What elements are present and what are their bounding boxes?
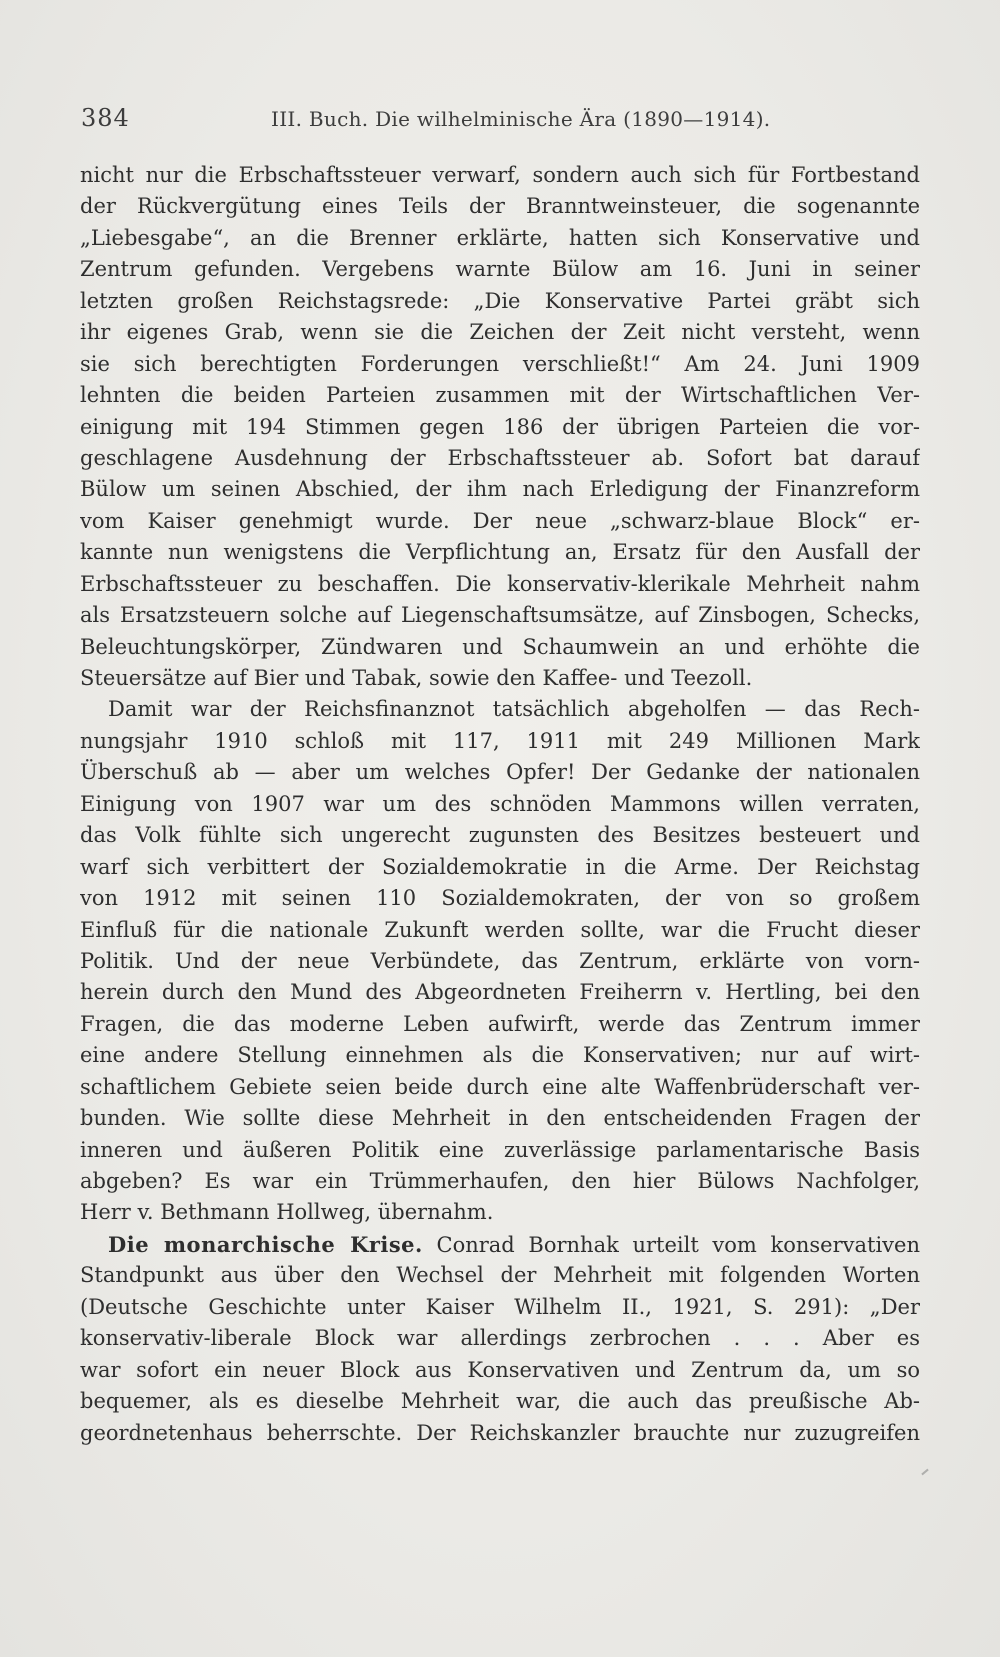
section-heading-line: Die monarchische Krise. Conrad Bornhak urteilt vom konservativen <box>108 1231 920 1257</box>
section-heading: Die monarchische Krise. <box>108 1231 423 1257</box>
text-line: Herr v. Bethmann Hollweg, übernahm. <box>80 1200 494 1225</box>
text-line: geschlagene Ausdehnung der Erbschaftssteuer ab. Sofort bat darauf <box>80 445 920 470</box>
text-line: Zentrum gefunden. Vergebens warnte Bülow am 16. Juni in seiner <box>80 257 920 282</box>
text-line: vom Kaiser genehmigt wurde. Der neue „schwarz-blaue Block“ er- <box>80 508 920 533</box>
text-line: eine andere Stellung einnehmen als die Konservativen; nur auf wirt- <box>80 1043 920 1068</box>
text-line: Einfluß für die nationale Zukunft werden sollte, war die Frucht dieser <box>80 917 920 942</box>
text-line: Bülow um seinen Abschied, der ihm nach Erledigung der Finanzreform <box>80 477 920 502</box>
text-line: kannte nun wenigstens die Verpflichtung an, Ersatz für den Ausfall der <box>80 540 920 565</box>
text-line: bunden. Wie sollte diese Mehrheit in den entscheidenden Fragen der <box>80 1106 920 1131</box>
text-line: abgeben? Es war ein Trümmerhaufen, den hier Bülows Nachfolger, <box>80 1169 920 1193</box>
paper-speck <box>921 1469 928 1476</box>
text-line: Überschuß ab — aber um welches Opfer! Der Gedanke der nationalen <box>80 760 920 785</box>
text-line: bequemer, als es dieselbe Mehrheit war, die auch das preußische Ab- <box>80 1389 920 1414</box>
text-line: war sofort ein neuer Block aus Konservativen und Zentrum da, um so <box>80 1357 920 1382</box>
running-head: III. Buch. Die wilhelminische Ära (1890—1914). <box>271 107 771 131</box>
text-line: letzten großen Reichstagsrede: „Die Konservative Partei gräbt sich <box>80 288 920 313</box>
text-line: schaftlichem Gebiete seien beide durch eine alte Waffenbrüderschaft ver- <box>80 1074 920 1099</box>
text-line: (Deutsche Geschichte unter Kaiser Wilhelm II., 1921, S. 291): „Der <box>80 1294 920 1319</box>
text-line: von 1912 mit seinen 110 Sozialdemokraten, der von so großem <box>80 886 920 911</box>
text-line: als Ersatzsteuern solche auf Liegenschaftsumsätze, auf Zinsbogen, Schecks, <box>80 603 920 628</box>
text-line: das Volk fühlte sich ungerecht zugunsten des Besitzes besteuert und <box>80 823 920 848</box>
page-header <box>81 104 921 138</box>
text-line: nicht nur die Erbschaftssteuer verwarf, sondern auch sich für Fortbestand <box>80 163 920 187</box>
text-line: Erbschaftssteuer zu beschaffen. Die konservativ-klerikale Mehrheit nahm <box>80 571 920 596</box>
text-line: der Rückvergütung eines Teils der Branntweinsteuer, die sogenannte <box>80 194 920 219</box>
text-line: lehnten die beiden Parteien zusammen mit der Wirtschaftlichen Ver- <box>80 383 920 408</box>
text-line: inneren und äußeren Politik eine zuverlässige parlamentarische Basis <box>80 1137 920 1162</box>
text-line: warf sich verbittert der Sozialdemokratie in die Arme. Der Reichstag <box>80 854 920 879</box>
page-number: 384 <box>81 104 130 132</box>
text-line: konservativ-liberale Block war allerdings zerbrochen . . . Aber es <box>80 1326 920 1351</box>
text-line: ihr eigenes Grab, wenn sie die Zeichen der Zeit nicht versteht, wenn <box>80 320 920 345</box>
text-line: Standpunkt aus über den Wechsel der Mehrheit mit folgenden Worten <box>80 1263 920 1288</box>
text-line: Steuersätze auf Bier und Tabak, sowie den Kaffee- und Teezoll. <box>80 666 753 690</box>
text-line: Fragen, die das moderne Leben aufwirft, werde das Zentrum immer <box>80 1011 920 1036</box>
text-line: herein durch den Mund des Abgeordneten Freiherrn v. Hertling, bei den <box>80 980 920 1005</box>
text-line: einigung mit 194 Stimmen gegen 186 der übrigen Parteien die vor- <box>80 414 920 439</box>
text-line: Politik. Und der neue Verbündete, das Zentrum, erklärte von vorn- <box>80 948 920 973</box>
text-line: sie sich berechtigten Forderungen verschließt!“ Am 24. Juni 1909 <box>80 351 920 376</box>
body-text <box>80 160 920 1449</box>
text-line: geordnetenhaus beherrschte. Der Reichskanzler brauchte nur zuzugreifen <box>80 1420 920 1445</box>
text-line: nungsjahr 1910 schloß mit 117, 1911 mit 249 Millionen Mark <box>80 728 920 753</box>
text-line: Beleuchtungskörper, Zündwaren und Schaumwein an und erhöhte die <box>80 634 920 659</box>
text-line: Einigung von 1907 war um des schnöden Mammons willen verraten, <box>80 791 920 816</box>
text-line: „Liebesgabe“, an die Brenner erklärte, hatten sich Konservative und <box>80 225 920 250</box>
text-line: Damit war der Reichsfinanznot tatsächlich abgeholfen — das Rech- <box>108 697 920 722</box>
